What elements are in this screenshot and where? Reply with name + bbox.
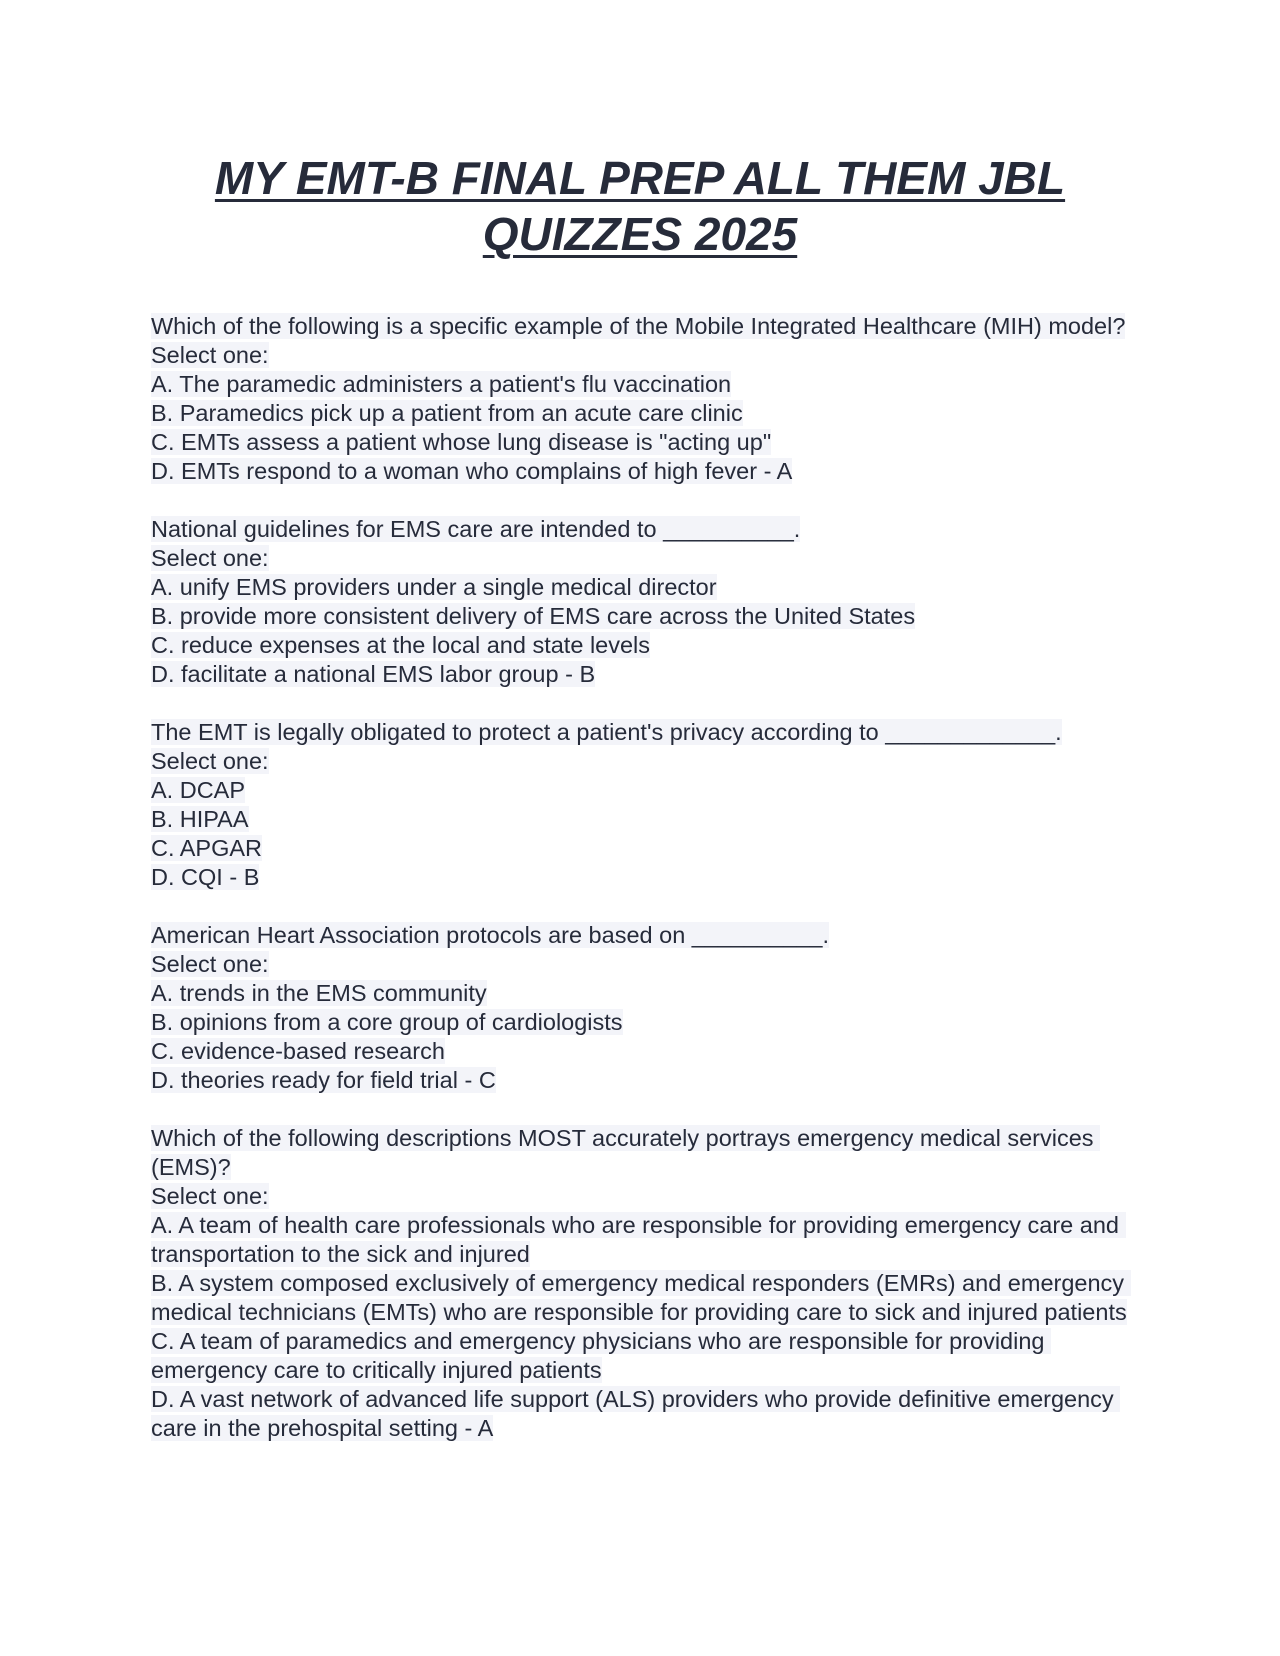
select-instruction: Select one: <box>151 951 269 977</box>
answer-option-b: B. provide more consistent delivery of EMS care across the United States <box>151 603 916 629</box>
question-4 <box>151 921 1131 1095</box>
answer-option-a: A. trends in the EMS community <box>151 980 487 1006</box>
answer-option-d: D. A vast network of advanced life support (ALS) providers who provide definitive emergency care in the prehospital setting - A <box>151 1386 1121 1441</box>
answer-option-d: D. EMTs respond to a woman who complains of high fever - A <box>151 458 793 484</box>
question-2 <box>151 515 1131 689</box>
question-3 <box>151 718 1131 892</box>
question-prompt: The EMT is legally obligated to protect a patient's privacy according to _____________. <box>151 719 1062 745</box>
answer-option-b: B. Paramedics pick up a patient from an acute care clinic <box>151 400 743 426</box>
document-title <box>140 150 1140 262</box>
answer-option-b: B. opinions from a core group of cardiologists <box>151 1009 623 1035</box>
answer-option-c: C. evidence-based research <box>151 1038 445 1064</box>
select-instruction: Select one: <box>151 342 269 368</box>
question-list <box>151 312 1131 1472</box>
question-prompt: Which of the following is a specific example of the Mobile Integrated Healthcare (MIH) model? <box>151 313 1126 339</box>
answer-option-a: A. A team of health care professionals who are responsible for providing emergency care and transportation to the sick and injured <box>151 1212 1126 1267</box>
answer-option-c: C. A team of paramedics and emergency physicians who are responsible for providing emergency care to critically injured patients <box>151 1328 1052 1383</box>
answer-option-a: A. The paramedic administers a patient's flu vaccination <box>151 371 732 397</box>
answer-option-c: C. APGAR <box>151 835 263 861</box>
question-1 <box>151 312 1131 486</box>
select-instruction: Select one: <box>151 545 269 571</box>
question-prompt: American Heart Association protocols are based on __________. <box>151 922 830 948</box>
title-line-1: MY EMT-B FINAL PREP ALL THEM JBL <box>214 152 1066 204</box>
answer-option-b: B. HIPAA <box>151 806 249 832</box>
title-line-2: QUIZZES 2025 <box>482 208 798 260</box>
answer-option-a: A. unify EMS providers under a single medical director <box>151 574 717 600</box>
select-instruction: Select one: <box>151 748 269 774</box>
select-instruction: Select one: <box>151 1183 269 1209</box>
answer-option-d: D. facilitate a national EMS labor group - B <box>151 661 596 687</box>
answer-option-d: D. CQI - B <box>151 864 260 890</box>
answer-option-b: B. A system composed exclusively of emergency medical responders (EMRs) and emergency medical technicians (EMTs) who are responsible for providing care to sick and injured patients <box>151 1270 1131 1325</box>
answer-option-c: C. reduce expenses at the local and state levels <box>151 632 651 658</box>
answer-option-c: C. EMTs assess a patient whose lung disease is "acting up" <box>151 429 772 455</box>
question-prompt: Which of the following descriptions MOST accurately portrays emergency medical services (EMS)? <box>151 1125 1101 1180</box>
question-prompt: National guidelines for EMS care are intended to __________. <box>151 516 801 542</box>
question-5 <box>151 1124 1131 1443</box>
answer-option-d: D. theories ready for field trial - C <box>151 1067 496 1093</box>
answer-option-a: A. DCAP <box>151 777 246 803</box>
